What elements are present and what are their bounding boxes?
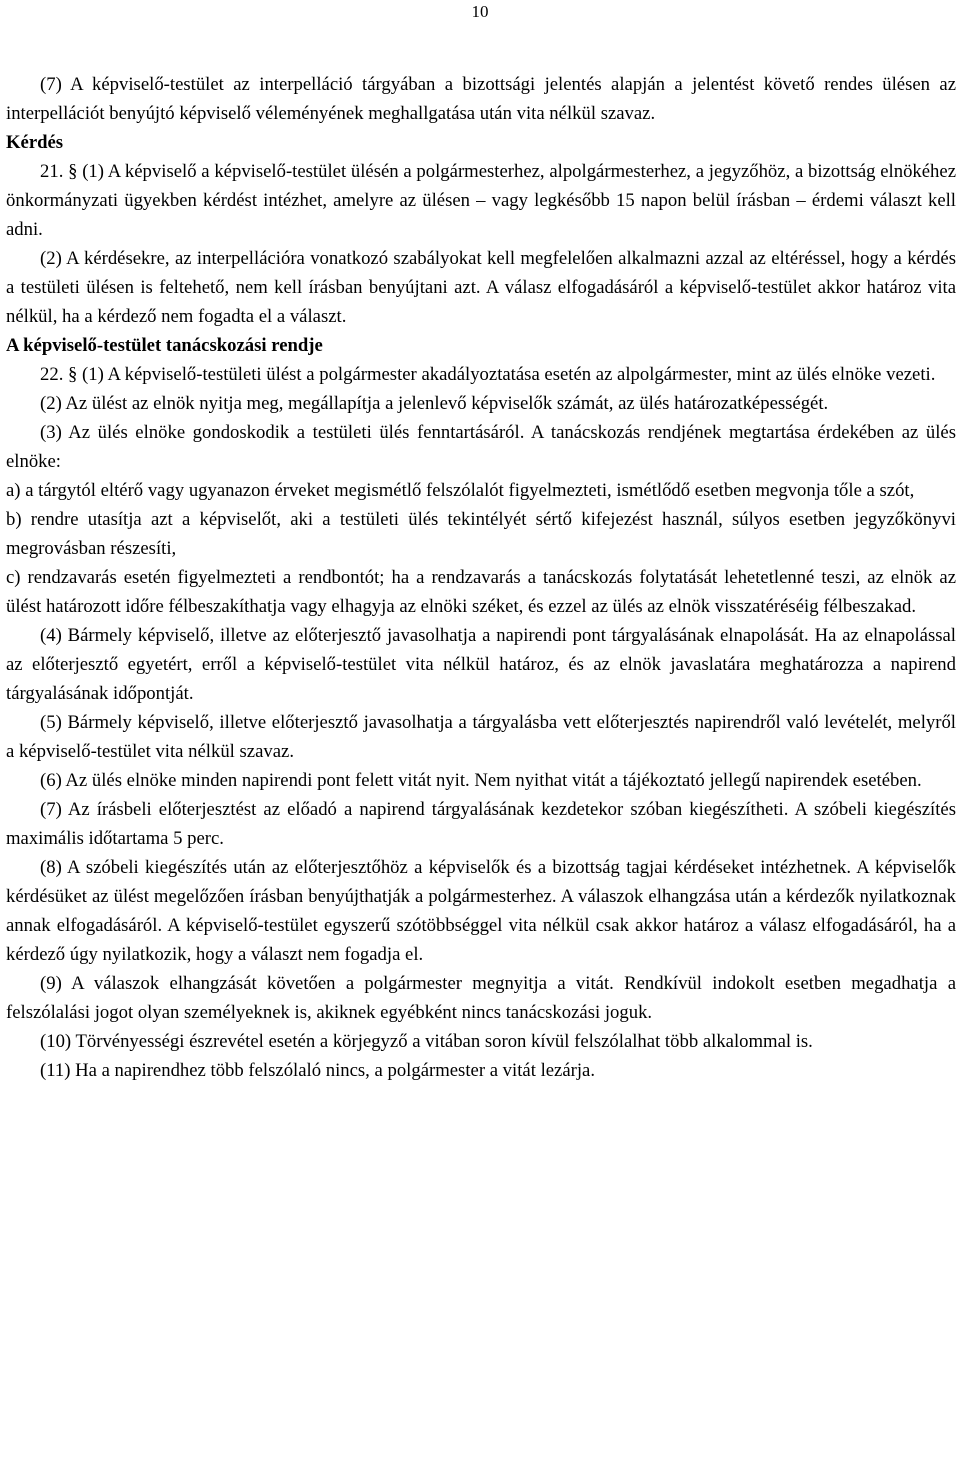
paragraph-20-7: (7) A képviselő-testület az interpelláció tárgyában a bizottsági jelentés alapján a jelentést követő rendes ülésen az interpellációt benyújtó képviselő véleményének meghallgatása után vita nélkül szavaz. bbox=[6, 74, 956, 124]
paragraph-22-11: (11) Ha a napirendhez több felszólaló nincs, a polgármester a vitát lezárja. bbox=[40, 1060, 596, 1081]
paragraph-22-1: 22. § (1) A képviselő-testületi ülést a polgármester akadályoztatása esetén az alpolgármester, mint az ülés elnöke vezeti. bbox=[40, 364, 936, 385]
page-number: 10 bbox=[471, 2, 489, 21]
paragraph-22-2: (2) Az ülést az elnök nyitja meg, megállapítja a jelenlevő képviselők számát, az ülés határozatképességét. bbox=[40, 393, 829, 414]
paragraph-22-3-a: a) a tárgytól eltérő vagy ugyanazon érveket megismétlő felszólalót figyelmezteti, ismétlődő esetben megvonja tőle a szót, bbox=[6, 480, 915, 501]
paragraph-22-7: (7) Az írásbeli előterjesztést az előadó a napirend tárgyalásának kezdetekor szóban kiegészítheti. A szóbeli kiegészítés maximális időtartama 5 perc. bbox=[6, 799, 956, 849]
paragraph-22-5: (5) Bármely képviselő, illetve előterjesztő javasolhatja a tárgyalásba vett előterjesztés napirendről való levételét, melyről a képviselő-testület vita nélkül szavaz. bbox=[6, 712, 956, 762]
paragraph-22-10: (10) Törvényességi észrevétel esetén a körjegyző a vitában soron kívül felszólalhat több alkalommal is. bbox=[40, 1031, 813, 1052]
paragraph-22-3-c: c) rendzavarás esetén figyelmezteti a rendbontót; ha a rendzavarás a tanácskozás folytatását lehetetlenné teszi, az elnök az ülést határozott időre félbeszakíthatja vagy elhagyja az elnöki széket, és ezzel az ülés az elnök visszatéréséig félbeszakad. bbox=[6, 567, 956, 617]
paragraph-22-3: (3) Az ülés elnöke gondoskodik a testületi ülés fenntartásáról. A tanácskozás rendjének megtartása érdekében az ülés elnöke: bbox=[6, 422, 956, 472]
section-heading-tanacskozasi-rend: A képviselő-testület tanácskozási rendje bbox=[6, 335, 323, 356]
paragraph-22-9: (9) A válaszok elhangzását követően a polgármester megnyitja a vitát. Rendkívül indokolt esetben megadhatja a felszólalási jogot olyan személyeknek is, akiknek egyébként nincs tanácskozási joguk. bbox=[6, 973, 956, 1023]
paragraph-22-3-b: b) rendre utasítja azt a képviselőt, aki a testületi ülés tekintélyét sértő kifejezést használ, súlyos esetben jegyzőkönyvi megrovásban részesíti, bbox=[6, 509, 956, 559]
section-heading-kerdes: Kérdés bbox=[6, 132, 64, 153]
paragraph-22-4: (4) Bármely képviselő, illetve az előterjesztő javasolhatja a napirendi pont tárgyalásának elnapolását. Ha az elnapolással az előterjesztő egyetért, erről a képviselő-testület vita nélkül határoz, és az elnök javaslatára meghatározza a napirend tárgyalásának időpontját. bbox=[6, 625, 956, 704]
paragraph-21-1: 21. § (1) A képviselő a képviselő-testület ülésén a polgármesterhez, alpolgármesterhez, a jegyzőhöz, a bizottság elnökéhez önkormányzati ügyekben kérdést intézhet, amelyre az ülésen – vagy legkésőbb 15 napon belül írásban – érdemi választ kell adni. bbox=[6, 161, 956, 240]
document-body bbox=[6, 70, 956, 1085]
paragraph-22-8: (8) A szóbeli kiegészítés után az előterjesztőhöz a képviselők és a bizottság tagjai kérdéseket intézhetnek. A képviselők kérdésüket az ülést megelőzően írásban benyújthatják a polgármesterhez. A válaszok elhangzása után a kérdezők nyilatkoznak annak elfogadásáról. A képviselő-testület egyszerű szótöbbséggel vita nélkül csak akkor határoz a válasz elfogadásáról, ha a kérdező úgy nyilatkozik, hogy a választ nem fogadja el. bbox=[6, 857, 956, 965]
paragraph-22-6: (6) Az ülés elnöke minden napirendi pont felett vitát nyit. Nem nyithat vitát a tájékoztató jellegű napirendek esetében. bbox=[40, 770, 922, 791]
paragraph-21-2: (2) A kérdésekre, az interpellációra vonatkozó szabályokat kell megfelelően alkalmazni azzal az eltéréssel, hogy a kérdés a testületi ülésen is feltehető, nem kell írásban benyújtani azt. A válasz elfogadásáról a képviselő-testület akkor határoz vita nélkül, ha a kérdező nem fogadta el a választ. bbox=[6, 248, 956, 327]
